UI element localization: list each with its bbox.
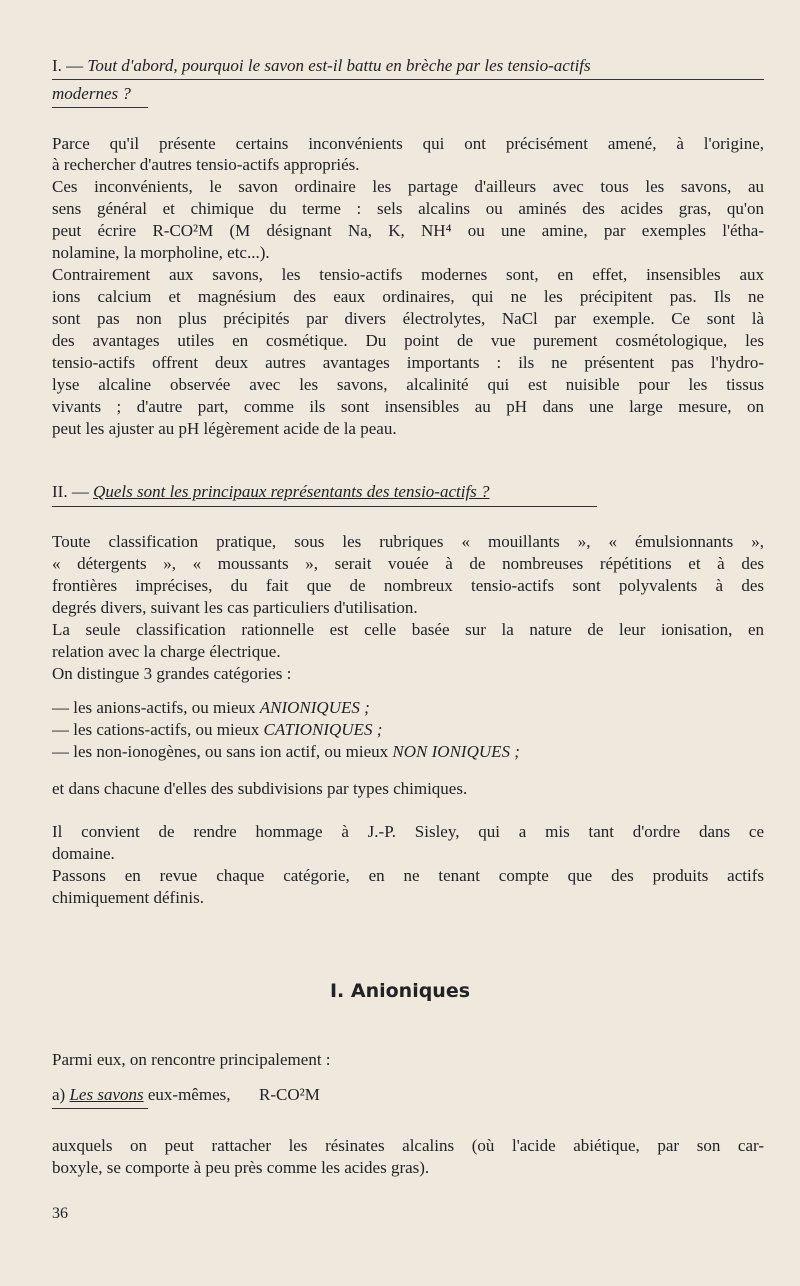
paragraph-2-line: Toute classification pratique, sous les rubriques « mouillants », « émulsionnants », bbox=[52, 532, 764, 551]
paragraph-1-line: ions calcium et magnésium des eaux ordinaires, qui ne les précipitent pas. Ils ne bbox=[52, 287, 764, 306]
paragraph-1-line: tensio-actifs offrent deux autres avantages importants : ils ne présentent pas l'hydro- bbox=[52, 353, 764, 372]
paragraph-1-line: à rechercher d'autres tensio-actifs appropriés. bbox=[52, 155, 360, 174]
question-1-line2: modernes ? bbox=[52, 84, 131, 103]
paragraph-2-line: On distingue 3 grandes catégories : bbox=[52, 664, 292, 683]
question-1-number: I. bbox=[52, 56, 62, 75]
page-number: 36 bbox=[52, 1205, 68, 1222]
paragraph-3: et dans chacune d'elles des subdivisions par types chimiques. bbox=[52, 779, 468, 798]
paragraph-1-line: nolamine, la morpholine, etc...). bbox=[52, 243, 270, 262]
paragraph-4-line: chimiquement définis. bbox=[52, 888, 205, 907]
paragraph-1-line: Parce qu'il présente certains inconvénients qui ont précisément amené, à l'origine, bbox=[52, 134, 764, 153]
paragraph-1-line: sont pas non plus précipités par divers électrolytes, NaCl par exemple. Ce sont là bbox=[52, 309, 764, 328]
paragraph-2-line: « détergents », « moussants », serait vouée à de nombreuses répétitions et à des bbox=[52, 554, 764, 573]
question-2-number: II. bbox=[52, 482, 68, 501]
question-2-rule bbox=[52, 506, 597, 507]
question-1-text: Tout d'abord, pourquoi le savon est-il battu en brèche par les tensio-actifs bbox=[87, 56, 591, 75]
section-heading: I. Anioniques bbox=[329, 980, 471, 1002]
paragraph-6-line: auxquels on peut rattacher les résinates alcalins (où l'acide abiétique, par son car- bbox=[52, 1136, 764, 1155]
list-item-non-ioniques: — les non-ionogènes, ou sans ion actif, ou mieux NON IONIQUES ; bbox=[52, 742, 520, 761]
question-2-line: II. — Quels sont les principaux représentants des tensio-actifs ? bbox=[52, 482, 490, 501]
paragraph-4-line: Il convient de rendre hommage à J.-P. Sisley, qui a mis tant d'ordre dans ce bbox=[52, 822, 764, 841]
paragraph-2-line: La seule classification rationnelle est celle basée sur la nature de leur ionisation, en bbox=[52, 620, 764, 639]
list-item-anioniques: — les anions-actifs, ou mieux ANIONIQUES ; bbox=[52, 698, 370, 717]
paragraph-5: Parmi eux, on rencontre principalement : bbox=[52, 1050, 331, 1069]
paragraph-1-line: lyse alcaline observée avec les savons, alcalinité qui est nuisible pour les tissus bbox=[52, 375, 764, 394]
question-1-rule-short bbox=[52, 107, 148, 108]
paragraph-4-line: domaine. bbox=[52, 844, 115, 863]
paragraph-1-line: peut les ajuster au pH légèrement acide de la peau. bbox=[52, 419, 397, 438]
paragraph-1-line: vivants ; d'autre part, comme ils sont insensibles au pH dans une large mesure, on bbox=[52, 397, 764, 416]
paragraph-2-line: relation avec la charge électrique. bbox=[52, 642, 281, 661]
item-a: a) Les savons eux-mêmes, R-CO²M bbox=[52, 1085, 320, 1104]
question-1-line1: I. — Tout d'abord, pourquoi le savon est-il battu en brèche par les tensio-actifs bbox=[52, 56, 591, 75]
paragraph-1-line: Ces inconvénients, le savon ordinaire les partage d'ailleurs avec tous les savons, au bbox=[52, 177, 764, 196]
paragraph-1-line: peut écrire R-CO²M (M désignant Na, K, NH⁴ ou une amine, par exemples l'étha- bbox=[52, 221, 764, 240]
list-item-cationiques: — les cations-actifs, ou mieux CATIONIQUES ; bbox=[52, 720, 383, 739]
paragraph-1-line: Contrairement aux savons, les tensio-actifs modernes sont, en effet, insensibles aux bbox=[52, 265, 764, 284]
paragraph-2-line: degrés divers, suivant les cas particuliers d'utilisation. bbox=[52, 598, 418, 617]
paragraph-6-line: boxyle, se comporte à peu près comme les acides gras). bbox=[52, 1158, 430, 1177]
paragraph-1-line: sens général et chimique du terme : sels alcalins ou aminés des acides gras, qu'on bbox=[52, 199, 764, 218]
paragraph-2-line: frontières imprécises, du fait que de nombreux tensio-actifs sont polyvalents à des bbox=[52, 576, 764, 595]
paragraph-1-line: des avantages utiles en cosmétique. Du point de vue purement cosmétologique, les bbox=[52, 331, 764, 350]
paragraph-4-line: Passons en revue chaque catégorie, en ne tenant compte que des produits actifs bbox=[52, 866, 764, 885]
question-1-rule bbox=[52, 79, 764, 80]
question-2-text: Quels sont les principaux représentants des tensio-actifs ? bbox=[93, 482, 490, 501]
item-a-rule bbox=[52, 1108, 148, 1109]
